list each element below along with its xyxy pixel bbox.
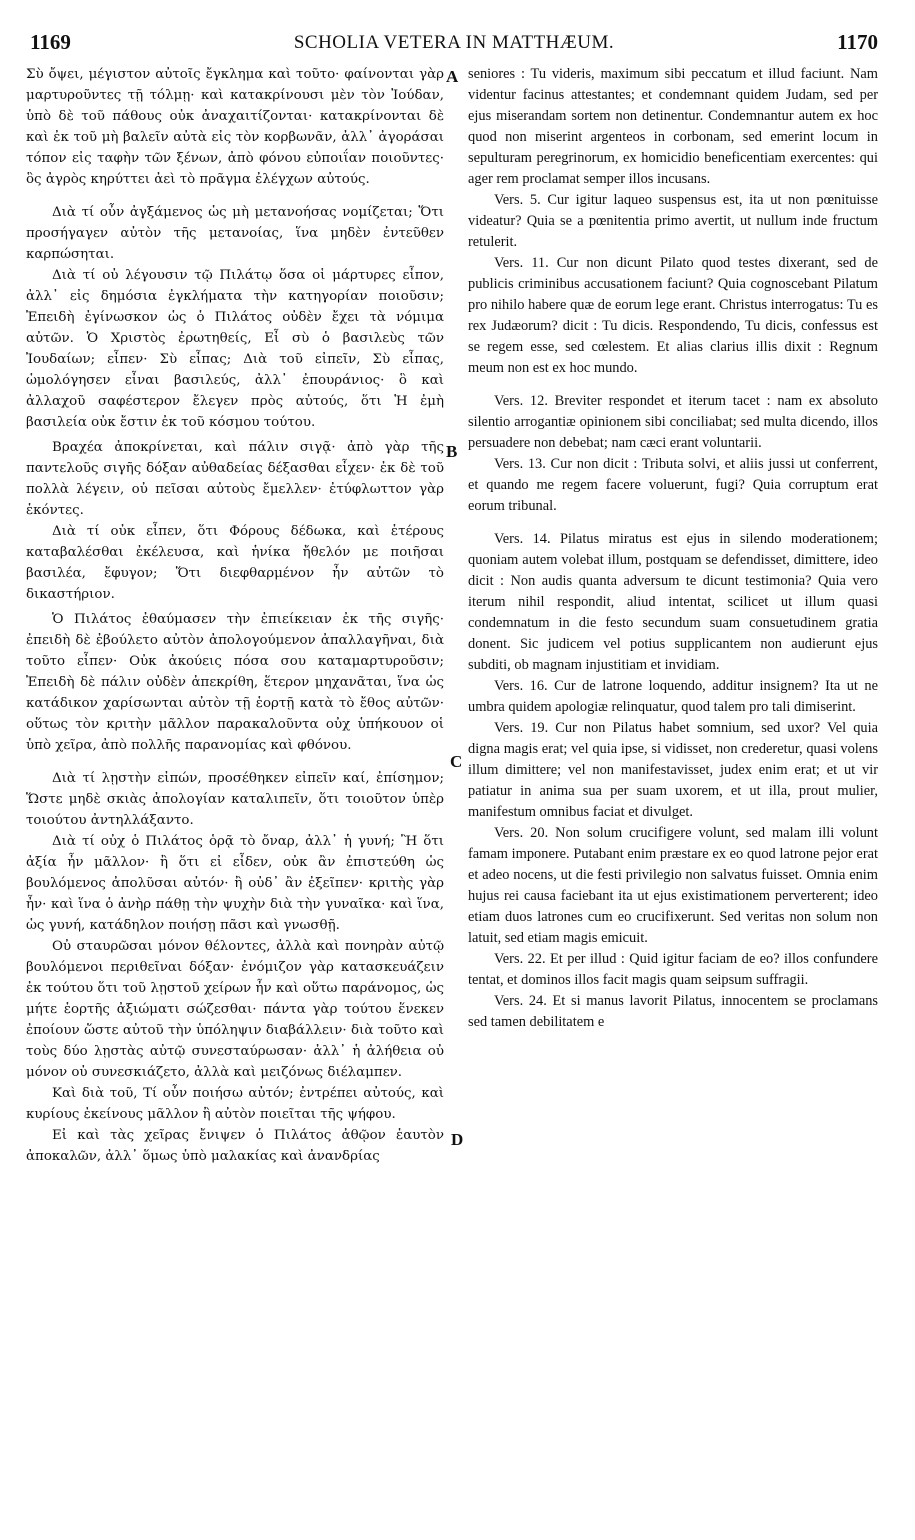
greek-paragraph: Διὰ τί οὖν ἀγξάμενος ὡς μὴ μετανοήσας νομίζεται; Ὅτι προσήγαγεν αὐτὸν τῆς μετανοίας, ἵνα μηδὲν ἐντεῦθεν καρπώσηται. xyxy=(26,205,444,262)
greek-paragraph: Καὶ διὰ τοῦ, Τί οὖν ποιήσω αὐτόν; ἐντρέπει αὐτούς, καὶ κυρίους ἐκείνους μᾶλλον ἢ αὐτὸν ποιεῖται τῆς ψήφου. xyxy=(26,1086,444,1122)
latin-paragraph: Vers. 11. Cur non dicunt Pilato quod testes dixerant, sed de publicis criminibus accusationem faciunt? Quia cognoscebant Pilatum pro nihilo habere quæ de eorum lege erant. Christus interrogatus: Tu es rex Judæorum? dicit : Tu dicis. Respondendo, Tu dicis, confessus est se regem esse, sed cœlestem. Et alias clarius illis dixit : Regnum meum non est ex hoc mundo. xyxy=(468,255,878,376)
greek-paragraph: Οὐ σταυρῶσαι μόνον θέλοντες, ἀλλὰ καὶ πονηρὰν αὐτῷ βουλόμενοι περιθεῖναι δόξαν· ἐνόμιζον γὰρ κατασκευάζειν ἐκ τούτου ὅτι τοῦ λῃστοῦ χείρων ἦν καὶ οὕτω παράνομος, ὡς μήτε ἑορτῆς ἀξιώματι σώζεσθαι· πάντα γὰρ τούτου ἕνεκεν ἐποίουν ὥστε αὐτοῦ τὴν ὑπόληψιν διαβάλλειν· διὰ τοῦτο καὶ τοὺς δύο λῃστὰς αὐτῷ συνεσταύρωσαν· ἀλλ᾽ ἡ ἀλήθεια οὐ μόνον οὐ συνεσκιάζετο, ἀλλὰ καὶ μειζόνως διέλαμπεν. xyxy=(26,939,444,1080)
greek-paragraph: Διὰ τί οὐχ ὁ Πιλάτος ὁρᾷ τὸ ὄναρ, ἀλλ᾽ ἡ γυνή; Ἢ ὅτι ἀξία ἦν μᾶλλον· ἢ ὅτι εἰ εἶδεν, οὐκ ἂν ἐπιστεύθη ὡς βουλόμενος ἀπολῦσαι αὐτόν· ἢ οὐδ᾽ ἂν ἐξεῖπεν· κριτὴς γὰρ ἦν· καὶ ἵνα ὁ ἀνὴρ πάθῃ τὴν ψυχὴν διὰ τὴν γυναῖκα· καὶ ἵνα, ὡς γυνή, κατάδηλον ποιήσῃ πᾶσι καὶ γνωσθῇ. xyxy=(26,834,444,933)
page-header xyxy=(30,30,878,60)
latin-paragraph: Vers. 14. Pilatus miratus est ejus in silendo moderationem; quoniam autem volebat illum, postquam se defendisset, dimittere, ideo dicit : Non audis quanta adversum te dicunt testimonia? Quia vero iterum nihil respondit, aliud intentat, scilicet ut illum quasi condemnatum in die festo secundum suam consuetudinem gratia donent. Sic judicem vel potius supplicantem non audierunt ejus subditi, ob magnam injustitiam et invidiam. xyxy=(468,531,878,673)
greek-paragraph: Ὁ Πιλάτος ἐθαύμασεν τὴν ἐπιείκειαν ἐκ τῆς σιγῆς· ἐπειδὴ δὲ ἐβούλετο αὐτὸν ἀπολογούμενον ἀπαλλαγῆναι, διὰ τοῦτο εἶπεν· Οὐκ ἀκούεις πόσα σου καταμαρτυροῦσιν; Ἐπειδὴ δὲ πάλιν οὐδὲν ἀπεκρίθη, ἕτερον μηχανᾶται, ἵνα ὡς κατάδικον χαρίσωνται αὐτὸν τῇ ἑορτῇ κατὰ τὸ ἔθος αὐτῶν· οὕτως τὸν κριτὴν μᾶλλον παρακαλοῦντα οὐχ ὑπήκουον οἱ ὑπὸ χεῖρα, ἀπὸ πολλῆς παρανομίας καὶ φθόνου. xyxy=(26,612,444,753)
latin-paragraph: Vers. 20. Non solum crucifigere volunt, sed malam illi volunt famam imponere. Putabant enim præstare ex eo quod latrone pejor erat et adeo nocens, ut die festi privilegio non salvatus fuisset. Omnia enim hujus rei causa faciebant ita ut ejus existimationem perverterent; ideo etiam duos latrones cum eo crucifixerunt. Sed veritas non solum non latuit, sed etiam magis emicuit. xyxy=(468,825,878,946)
greek-paragraph: Βραχέα ἀποκρίνεται, καὶ πάλιν σιγᾷ· ἀπὸ γὰρ τῆς παντελοῦς σιγῆς δόξαν αὐθαδείας δέξασθαι εἶχεν· ἐκ δὲ τοῦ πολλὰ λέγειν, οὐ πεῖσαι αὐτοὺς ἔμελλεν· ἐτύφλωττον γὰρ ἑκόντες. xyxy=(26,440,444,518)
greek-paragraph: Διὰ τί οὐ λέγουσιν τῷ Πιλάτῳ ὅσα οἱ μάρτυρες εἶπον, ἀλλ᾽ εἰς δημόσια ἐγκλήματα τὴν κατηγορίαν ποιοῦσιν; Ἐπειδὴ ἐγίνωσκον ὡς ὁ Πιλάτος οὐδὲν ἔχει τὰ νόμιμα αὐτῶν. Ὁ Χριστὸς ἐρωτηθείς, Εἶ σὺ ὁ βασιλεὺς τῶν Ἰουδαίων; εἶπεν· Σὺ εἶπας; Διὰ τοῦ εἰπεῖν, Σὺ εἶπας, ὡμολόγησεν εἶναι βασιλεύς, ἀλλ᾽ ἐπουράνιος· ὃ καὶ ἀλλαχοῦ σαφέστερον ἔλεγεν πρὸς αὐτούς, ὅτι Ἡ ἐμὴ βασιλεία οὐκ ἔστιν ἐκ τοῦ κόσμου τούτου. xyxy=(26,268,444,430)
latin-paragraph: Vers. 13. Cur non dicit : Tributa solvi, et aliis jussi ut conferrent, et quando me regem facere voluerunt, fugi? Quia corruptum erat eorum tribunal. xyxy=(468,456,878,514)
greek-paragraph: Σὺ ὄψει, μέγιστον αὐτοῖς ἔγκλημα καὶ τοῦτο· φαίνονται γὰρ μαρτυροῦντες τῇ τόλμῃ· καὶ κατακρίνουσι μὲν τὸν Ἰούδαν, ὑπὸ δὲ τοῦ πάθους οὐκ ἀναχαιτίζονται· κατακρίνονται δὲ καὶ ἐκ τοῦ μὴ βαλεῖν αὐτὰ εἰς τὸν κορβωνᾶν, ἀλλ᾽ ἀγοράσαι τόπον εἰς ταφὴν τῶν ξένων, ἀπὸ φόνου εὐποιΐαν ποιοῦντες· ὃς ἀγρὸς κηρύττει ἀεὶ τὸ πρᾶγμα ἐλέγχων αὐτούς. xyxy=(26,67,444,187)
margin-letter-d: D xyxy=(451,1130,464,1149)
latin-paragraph: Vers. 24. Et si manus lavorit Pilatus, innocentem se proclamans sed tamen debilitatem e xyxy=(468,993,878,1030)
greek-paragraph: Εἰ καὶ τὰς χεῖρας ἔνιψεν ὁ Πιλάτος ἀθῷον ἑαυτὸν ἀποκαλῶν, ἀλλ᾽ ὅμως ὑπὸ μαλακίας καὶ ἀνανδρίας xyxy=(26,1128,444,1164)
running-title: SCHOLIA VETERA IN MATTHÆUM. xyxy=(293,32,615,53)
margin-letter-c: C xyxy=(450,752,463,771)
latin-paragraph: Vers. 16. Cur de latrone loquendo, additur insignem? Ita ut ne umbra quidem apologiæ relinquatur, quod talem pro tali dimiserint. xyxy=(468,678,878,715)
page-number-left: 1169 xyxy=(30,30,71,54)
latin-paragraph: Vers. 19. Cur non Pilatus habet somnium, sed uxor? Vel quia digna magis erat; vel quia ipse, si vidisset, non crederetur, quasi volens illum dimittere; vel non manifestavisset, judex enim erat; et ut vir patiatur in anima sua per suam uxorem, et ut illa, prout mulier, manifestum omnibus faciat et divulget. xyxy=(468,720,878,820)
latin-paragraph: Vers. 5. Cur igitur laqueo suspensus est, ita ut non pœnituisse videatur? Quia se a pœnitentia primo avertit, ut nullum inde fructum retulerit. xyxy=(468,192,878,250)
greek-paragraph: Διὰ τί λῃστὴν εἰπών, προσέθηκεν εἰπεῖν καί, ἐπίσημον; Ὥστε μηδὲ σκιὰς ἀπολογίαν καταλιπεῖν, ὅτι τοιοῦτον ὑπὲρ τοιούτου ἀντηλλάξαντο. xyxy=(26,771,444,828)
margin-letter-b: B xyxy=(446,442,458,461)
page-number-right: 1170 xyxy=(837,30,878,54)
greek-column xyxy=(26,64,444,1167)
latin-column xyxy=(468,64,878,1033)
greek-paragraph: Διὰ τί οὐκ εἶπεν, ὅτι Φόρους δέδωκα, καὶ ἑτέρους καταβαλέσθαι ἐκέλευσα, καὶ ἡνίκα ἤθελόν με ποιῆσαι βασιλέα, ἔφυγον; Ὅτι διεφθαρμένον ἦν αὐτῶν τὸ δικαστήριον. xyxy=(26,524,444,602)
latin-paragraph: Vers. 12. Breviter respondet et iterum tacet : nam ex absoluto silentio arrogantiæ opinionem sibi conciliabat; sed multa dicendo, illos persuadere non debebat; nam cæci erant voluntarii. xyxy=(468,393,878,451)
latin-paragraph: seniores : Tu videris, maximum sibi peccatum et illud faciunt. Nam videntur facinus attestantes; et condemnant quidem Judam, sed per ejus miserandam sortem non detinentur. Condemnantur autem ex hoc quod non miserint argenteos in corbonam, sed emerint locum in sepulturam peregrinorum, ex homicidio beneficentiam exercentes: qui ager rem proclamat semper illos incusans. xyxy=(468,66,878,187)
margin-letter-a: A xyxy=(446,67,459,86)
latin-paragraph: Vers. 22. Et per illud : Quid igitur faciam de eo? illos confundere tentat, et dominos illos facit magis quam seipsum suffragii. xyxy=(468,951,878,988)
